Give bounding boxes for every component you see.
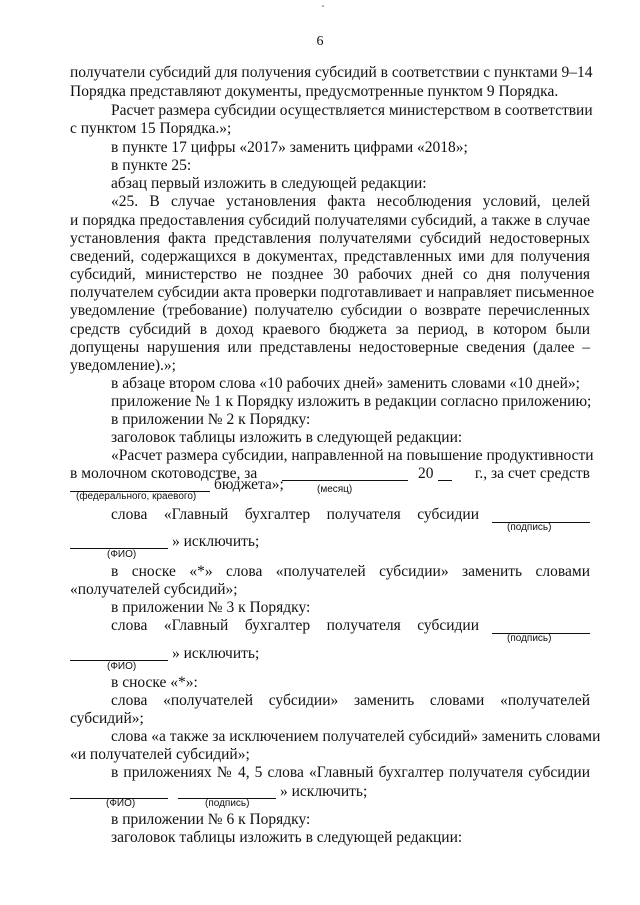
paragraph-line: «Расчет размера субсидии, направленной на повышение продуктивности <box>111 447 594 464</box>
paragraph-line: в пункте 25: <box>111 157 192 174</box>
paragraph-line: слова «а также за исключением получателей субсидий» заменить словами <box>111 728 601 745</box>
paragraph-line: в приложениях № 4, 5 слова «Главный бухгалтер получателя субсидии <box>111 764 590 781</box>
page-number: 6 <box>316 34 324 49</box>
paragraph-line: в абзаце втором слова «10 рабочих дней» заменить словами «10 дней»; <box>111 375 580 392</box>
fio-blank <box>70 785 168 799</box>
paragraph-line: в приложении № 3 к Порядку: <box>111 599 311 616</box>
paragraph-line: слова «получателей субсидии» заменить словами «получателей <box>111 692 590 709</box>
paragraph-line: заголовок таблицы изложить в следующей редакции: <box>111 829 463 846</box>
paragraph-line: Расчет размера субсидии осуществляется министерством в соответствии <box>111 102 593 119</box>
caption-fio: (ФИО) <box>107 549 137 560</box>
caption-signature: (подпись) <box>507 633 552 644</box>
fio-blank <box>70 535 168 549</box>
caption-budget: (федерального, краевого) <box>76 491 197 502</box>
paragraph-line: «25. В случае установления факта несоблюдения условий, целей <box>111 193 590 210</box>
paragraph-line: в пункте 17 цифры «2017» заменить цифрами «2018»; <box>111 139 468 156</box>
fio-blank <box>70 647 168 661</box>
caption-fio: (ФИО) <box>106 798 136 809</box>
line-text: г., за счет средств <box>474 465 590 482</box>
paragraph-line: Порядка представляют документы, предусмотренные пунктом 9 Порядка. <box>70 83 559 100</box>
signature-blank <box>492 620 590 634</box>
paragraph-line: слова «Главный бухгалтер получателя субсидии <box>111 617 479 634</box>
line-text: » исключить; <box>172 533 260 550</box>
line-text: бюджета»; <box>214 476 284 493</box>
paragraph-line: субсидий»; <box>70 710 144 727</box>
signature-blank <box>178 785 276 799</box>
paragraph-line: уведомление (требование) получателю субсидии о возврате перечисленных <box>70 302 590 319</box>
paragraph-line: допущены нарушения или представлены недостоверные сведения (далее – <box>70 339 590 356</box>
paragraph-line: и порядка предоставления субсидий получателями субсидий, а также в случае <box>70 212 590 229</box>
caption-signature: (подпись) <box>507 522 552 533</box>
paragraph-line: получателем субсидии акта проверки подготавливает и направляет письменное <box>70 284 595 301</box>
paragraph-line: с пунктом 15 Порядка.»; <box>70 120 232 137</box>
paragraph-line: получатели субсидий для получения субсидий в соответствии с пунктами 9–14 <box>70 64 593 81</box>
month-blank <box>282 467 408 481</box>
caption-month: (месяц) <box>317 484 353 495</box>
paragraph-line: приложение № 1 к Порядку изложить в редакции согласно приложению; <box>111 393 592 410</box>
paragraph-line: в приложении № 2 к Порядку: <box>111 411 311 428</box>
paragraph-line: уведомление).»; <box>70 357 176 374</box>
caption-signature: (подпись) <box>205 798 250 809</box>
paragraph-line: «получателей субсидий»; <box>70 581 238 598</box>
line-text: » исключить; <box>172 645 260 662</box>
line-text: в молочном скотоводстве, за <box>70 465 258 482</box>
year-blank <box>438 467 452 481</box>
paragraph-line: в сноске «*» слова «получателей субсидии» заменить словами <box>111 563 590 580</box>
paragraph-line: «и получателей субсидий»; <box>70 746 250 763</box>
paragraph-line: сведений, содержащихся в документах, представленных ими для получения <box>70 248 590 265</box>
paragraph-line: заголовок таблицы изложить в следующей редакции: <box>111 429 463 446</box>
scan-speck <box>322 5 324 7</box>
signature-blank <box>492 509 590 523</box>
line-text: 20 <box>418 465 434 482</box>
paragraph-line: установления факта представления получателями субсидий недостоверных <box>70 230 590 247</box>
paragraph-line: средств субсидий в доход краевого бюджета за период, в котором были <box>70 321 590 338</box>
budget-blank <box>70 478 210 492</box>
paragraph-line: слова «Главный бухгалтер получателя субсидии <box>111 506 479 523</box>
paragraph-line: субсидий, министерство не позднее 30 рабочих дней со дня получения <box>70 266 590 283</box>
line-text: » исключить; <box>280 783 368 800</box>
caption-fio: (ФИО) <box>107 661 137 672</box>
paragraph-line: в сноске «*»: <box>111 674 198 691</box>
paragraph-line: в приложении № 6 к Порядку: <box>111 811 311 828</box>
paragraph-line: абзац первый изложить в следующей редакции: <box>111 175 427 192</box>
